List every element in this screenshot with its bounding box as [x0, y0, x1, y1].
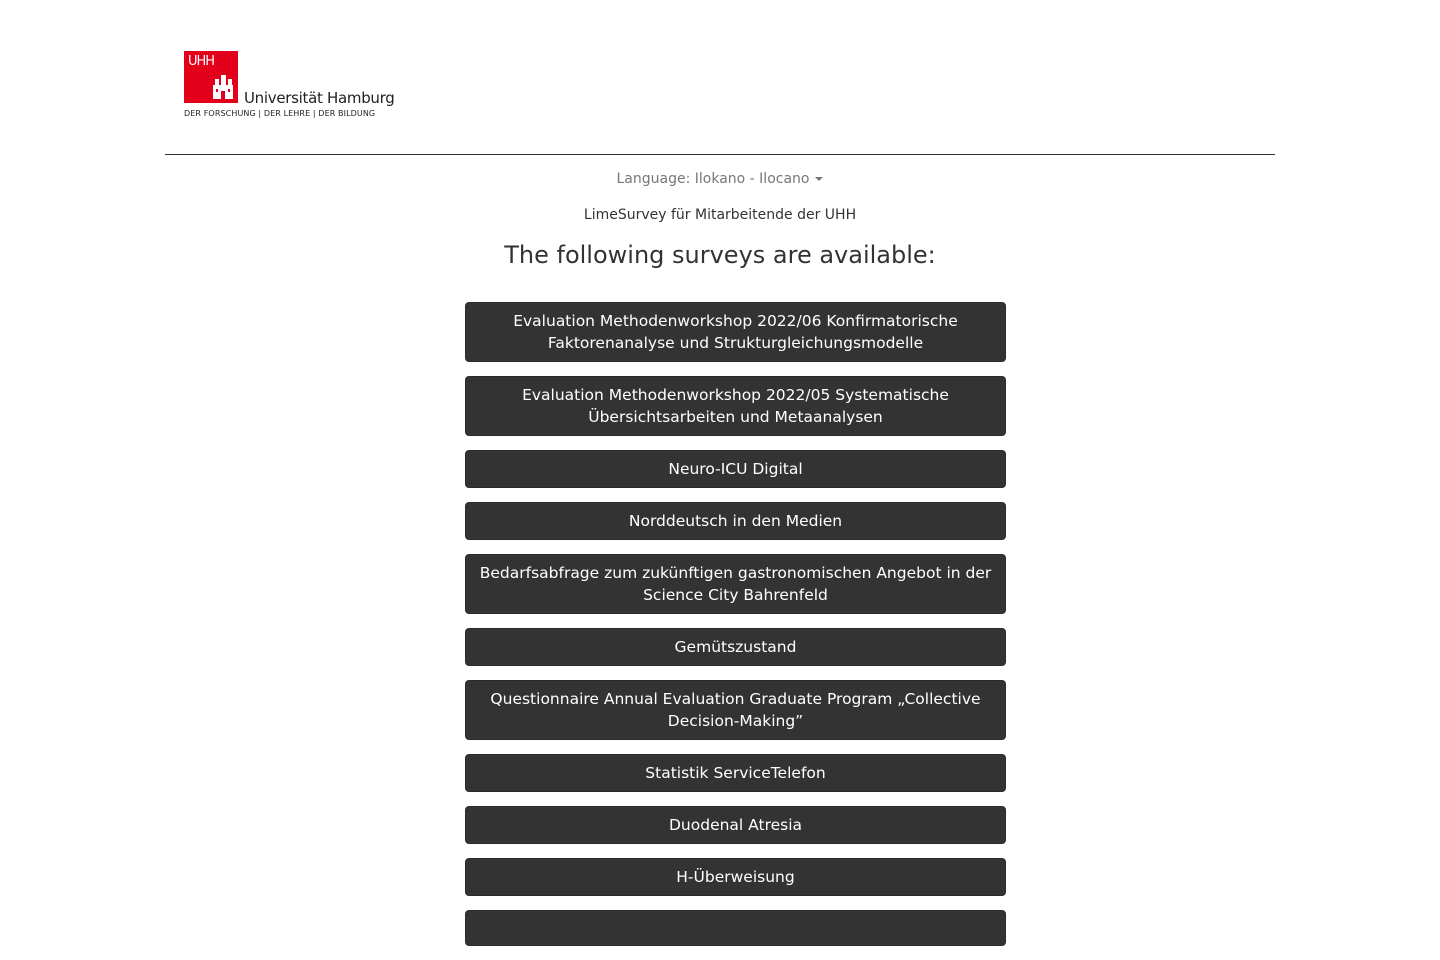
survey-button[interactable]: Questionnaire Annual Evaluation Graduate Program „Collective Decision-Making” [465, 680, 1006, 740]
survey-list [465, 302, 1006, 960]
page-heading: The following surveys are available: [504, 241, 936, 269]
language-label: Language: Ilokano - Ilocano [616, 171, 810, 187]
university-tagline: DER FORSCHUNG | DER LEHRE | DER BILDUNG [184, 109, 376, 118]
survey-button[interactable]: H-Überweisung [465, 858, 1006, 896]
logo-mark-text: UHH [188, 54, 215, 69]
survey-button[interactable]: Neuro-ICU Digital [465, 450, 1006, 488]
survey-button[interactable]: Gemütszustand [465, 628, 1006, 666]
caret-down-icon [815, 177, 823, 181]
university-name: Universität Hamburg [244, 89, 395, 107]
survey-button[interactable]: Evaluation Methodenworkshop 2022/06 Konfirmatorische Faktorenanalyse und Strukturgleichungsmodelle [465, 302, 1006, 362]
survey-button[interactable]: Duodenal Atresia [465, 806, 1006, 844]
survey-button[interactable]: Statistik ServiceTelefon [465, 754, 1006, 792]
survey-button[interactable]: Bedarfsabfrage zum zukünftigen gastronomischen Angebot in der Science City Bahrenfeld [465, 554, 1006, 614]
survey-button[interactable]: Evaluation Methodenworkshop 2022/05 Systematische Übersichtsarbeiten und Metaanalysen [465, 376, 1006, 436]
language-selector[interactable] [0, 171, 1440, 187]
survey-button[interactable] [465, 910, 1006, 946]
castle-icon [184, 51, 238, 103]
page-header [165, 0, 1275, 155]
site-name: LimeSurvey für Mitarbeitende der UHH [583, 207, 857, 223]
survey-button[interactable]: Norddeutsch in den Medien [465, 502, 1006, 540]
uhh-logo[interactable] [184, 50, 400, 122]
uhh-logo-mark [184, 51, 238, 103]
